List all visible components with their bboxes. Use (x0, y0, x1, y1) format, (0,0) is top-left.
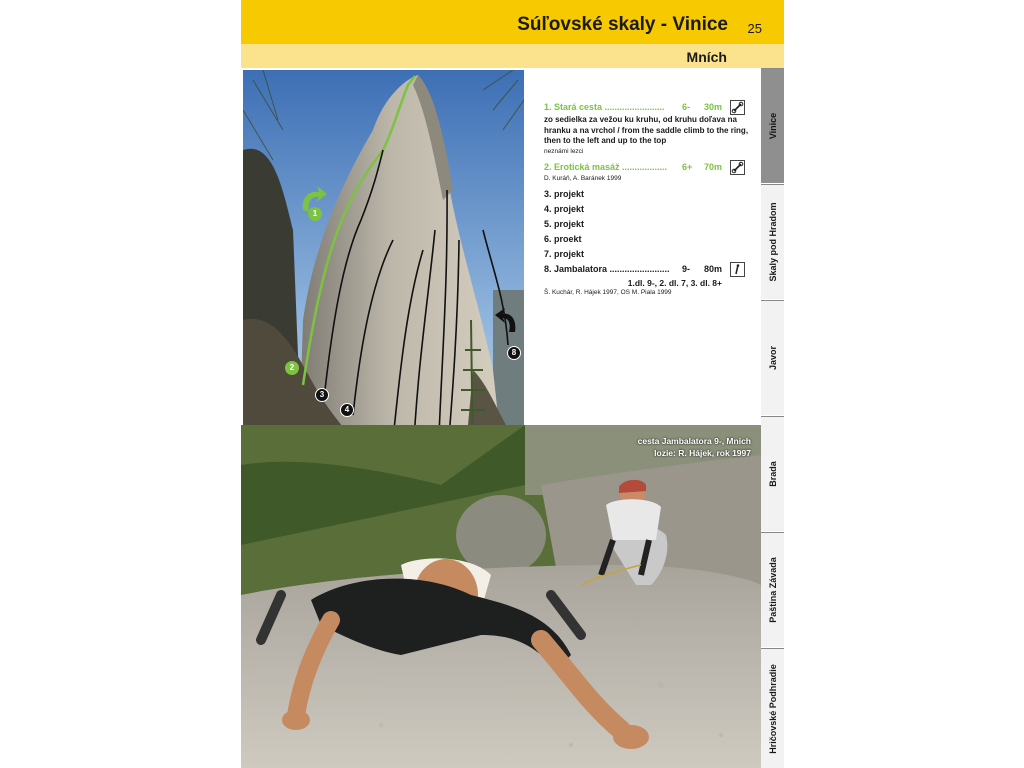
page-title: Súľovské skaly - Vinice (517, 14, 728, 35)
route-8-row (544, 262, 754, 276)
route-8-pitches: 1.dl. 9-, 2. dl. 7, 3. dl. 8+ (627, 277, 722, 288)
page-number: 25 (747, 21, 762, 36)
route-8-name: 8. Jambalatora ........................ (544, 263, 670, 274)
route-7-name: 7. projekt (544, 248, 585, 259)
tab-label: Skaly pod Hradom (767, 202, 778, 282)
tab-label: Paština Závada (767, 557, 778, 623)
photo-caption (638, 435, 751, 459)
side-tab-index (761, 68, 784, 768)
route-marker-4: 4 (340, 403, 354, 417)
tab-brada[interactable] (761, 416, 784, 531)
route-2-grade: 6+ (682, 161, 693, 172)
route-6-name: 6. proekt (544, 233, 582, 244)
route-1-grade: 6- (682, 102, 691, 112)
tab-hricovske-podhradie[interactable] (761, 648, 784, 768)
route-1-description: zo sedielka za vežou ku kruhu, od kruhu doľava na hranku a na vrchol / from the saddle climb to the ring, then to the left and up to the top (544, 115, 749, 145)
tab-label: Brada (767, 461, 778, 487)
tab-label: Hričovské Podhradie (767, 663, 778, 754)
route-8-authors: Š. Kuchár, R. Hájek 1997, OS M. Piala 1999 (544, 288, 672, 296)
route-8-grade: 9- (682, 263, 691, 274)
route-2-length: 70m (704, 161, 723, 172)
route-1-name: 1. Stará cesta ........................ (544, 102, 665, 112)
route-list (544, 100, 754, 301)
tab-label: Javor (767, 345, 778, 371)
quickdraw-icon (730, 100, 745, 115)
caption-line-2: lozie: R. Hájek, rok 1997 (654, 448, 751, 458)
sector-bar (241, 44, 784, 68)
route-3-name: 3. projekt (544, 188, 585, 199)
header-bar (241, 0, 784, 44)
topo-illustration (243, 70, 524, 480)
route-5-name: 5. projekt (544, 218, 585, 229)
climber-illustration (241, 425, 761, 768)
climber-photo (241, 425, 761, 768)
route-marker-1: 1 (308, 207, 322, 221)
caption-line-1: cesta Jambalatora 9-, Mních (637, 436, 751, 446)
sector-title: Mních (686, 49, 727, 65)
route-2-name: 2. Erotická masáž .................. (544, 161, 668, 172)
route-marker-2: 2 (285, 361, 299, 375)
single-bolt-icon (730, 262, 745, 277)
route-1-authors: neznámi lezci (544, 147, 584, 155)
tab-pastina-zavada[interactable] (761, 532, 784, 647)
route-marker-3: 3 (315, 388, 329, 402)
quickdraw-icon (730, 160, 745, 175)
route-4-name: 4. projekt (544, 203, 585, 214)
tab-skaly-pod-hradom[interactable] (761, 184, 784, 299)
tab-vinice[interactable] (761, 68, 784, 183)
tab-javor[interactable] (761, 300, 784, 415)
route-1-length: 30m (704, 102, 723, 112)
route-1-row (544, 100, 754, 114)
topo-photo (243, 70, 524, 480)
tab-label: Vinice (767, 112, 778, 140)
route-8-length: 80m (704, 263, 723, 274)
guidebook-page (241, 0, 784, 768)
route-2-row (544, 160, 754, 174)
route-marker-8: 8 (507, 346, 521, 360)
route-2-authors: D. Kuráň, A. Baránek 1999 (544, 174, 622, 182)
